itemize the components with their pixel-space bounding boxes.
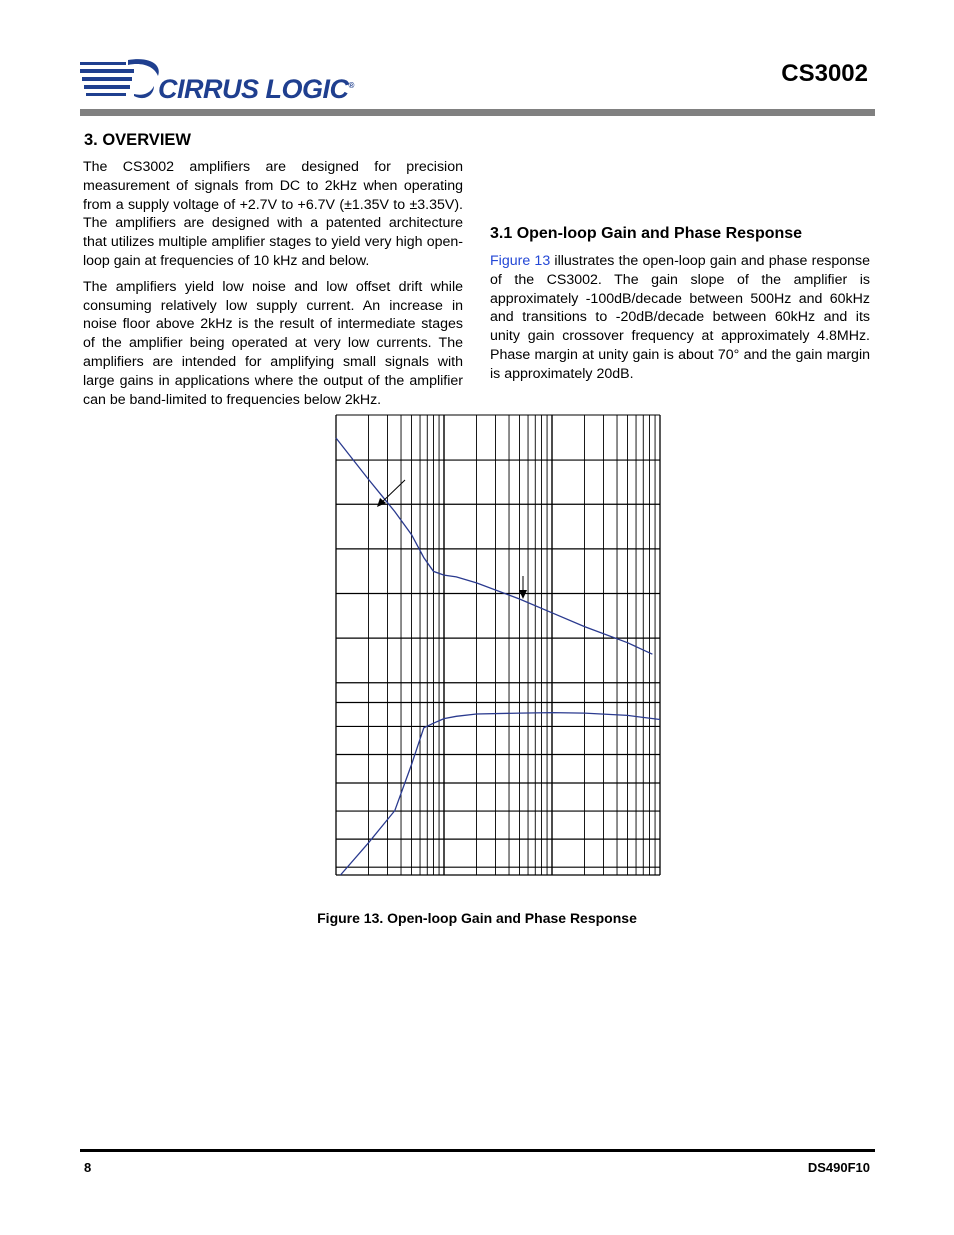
company-name: CIRRUS LOGIC — [158, 74, 349, 104]
overview-paragraph-2 — [83, 278, 463, 410]
right-column — [490, 158, 870, 384]
document-title: CS3002 — [781, 60, 868, 87]
overview-paragraph-1: The CS3002 amplifiers are designed for precision measurement of signals from DC to 2kHz when operating from a supply voltage of +2.7V to +6.7V (±1.35V to ±3.35V). The amplifiers are designed with a patented architecture that utilizes multiple amplifier stages to yield very high open-loop gain at frequencies of 10 kHz and below. — [83, 159, 463, 269]
header-rule — [80, 109, 875, 116]
overview-paragraph-2-text: The amplifiers yield low noise and low offset drift while consuming relatively low supply current. An increase in noise floor above 2kHz is the result of intermediate stages of the amplifier being operated at very low currents. The amplifiers are intended for amplifying small signals with large gains in applications where the output of the amplifier can be band-limited to frequencies below 2kHz. — [83, 278, 463, 408]
document-id: DS490F10 — [807, 1160, 870, 1175]
registered-mark: ® — [348, 81, 354, 90]
page-number: 8 — [84, 1160, 92, 1175]
figure-caption: Figure 13. Open-loop Gain and Phase Response — [317, 910, 637, 926]
gain-phase-chart — [330, 413, 665, 878]
gain-phase-paragraph — [490, 252, 870, 384]
company-logo-text — [158, 74, 354, 105]
gain-curve — [336, 438, 652, 654]
subsection-heading: 3.1 Open-loop Gain and Phase Response — [490, 225, 803, 242]
slope-pointer-arrow — [519, 576, 527, 599]
figure-13-link[interactable]: Figure 13 — [490, 253, 551, 269]
chart-grid — [336, 415, 660, 875]
left-column — [83, 158, 463, 409]
phase-curve — [341, 713, 661, 875]
gain-phase-paragraph-text: illustrates the open-loop gain and phase response of the CS3002. The gain slope of the amplifier is approximately -100dB/decade between 500Hz and 60kHz and transitions to -20dB/decade between 60kHz and its unity gain crossover frequency at approximately 4.8MHz. Phase margin at unity gain is about 70° and the gain margin is approximately 20dB. — [490, 253, 870, 382]
section-heading: 3. OVERVIEW — [84, 131, 191, 149]
footer-rule — [80, 1149, 875, 1152]
paragraph-continuation — [490, 158, 870, 214]
